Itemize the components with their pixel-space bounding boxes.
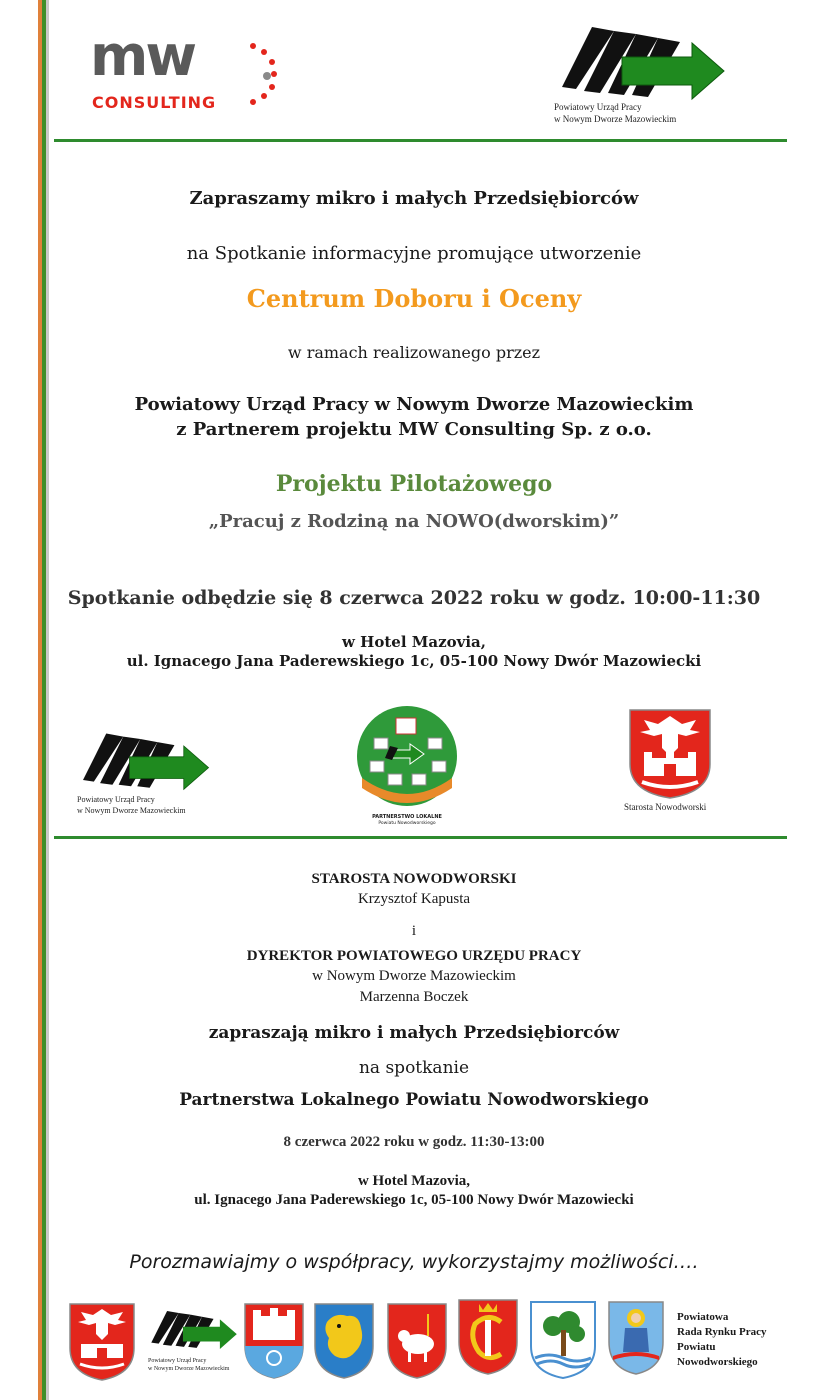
pup-logo-line2: w Nowym Dworze Mazowieckim <box>148 1366 230 1372</box>
address-2: ul. Ignacego Jana Paderewskiego 1c, 05-100 Nowy Dwór Mazowiecki <box>194 1192 634 1208</box>
lion-crest-icon <box>313 1302 375 1380</box>
pup-logo-top <box>552 25 752 135</box>
rada-line2: Rada Rynku Pracy <box>677 1326 767 1338</box>
top-divider <box>54 139 787 142</box>
pup-arrow-icon <box>552 25 732 105</box>
mw-logo-mark: mw <box>90 24 195 89</box>
address-1: ul. Ignacego Jana Paderewskiego 1c, 05-100 Nowy Dwór Mazowiecki <box>126 652 702 670</box>
project-title: Projektu Pilotażowego <box>275 471 553 497</box>
crown-column-crest-icon <box>457 1298 519 1376</box>
rada-line3: Powiatu <box>677 1341 716 1353</box>
headline: Zapraszamy mikro i małych Przedsiębiorców <box>189 188 639 209</box>
partnerstwo-line2: Powiatu Nowodworskiego <box>378 821 436 826</box>
intro-text: na Spotkanie informacyjne promujące utworzenie <box>186 243 642 264</box>
rada-rynku-pracy-label <box>677 1310 766 1370</box>
center-name: Centrum Doboru i Oceny <box>246 284 582 313</box>
pup-logo-line1: Powiatowy Urząd Pracy <box>148 1358 207 1364</box>
pup-logo-line2: w Nowym Dworze Mazowieckim <box>77 806 186 815</box>
director-place: w Nowym Dworze Mazowieckim <box>312 968 516 984</box>
meeting-date-1: Spotkanie odbędzie się 8 czerwca 2022 roku w godz. 10:00-11:30 <box>67 587 761 609</box>
starosta-crest-logo <box>624 706 734 816</box>
pup-logo-middle <box>75 732 225 822</box>
director-title: DYREKTOR POWIATOWEGO URZĘDU PRACY <box>246 948 582 964</box>
lamb-crest-icon <box>386 1302 448 1380</box>
org-line-2: z Partnerem projektu MW Consulting Sp. z o.o. <box>176 419 652 440</box>
partnership-name: Partnerstwa Lokalnego Powiatu Nowodworskiego <box>179 1090 649 1110</box>
partnerstwo-emblem-icon <box>352 706 462 812</box>
tree-crest-icon <box>529 1300 597 1380</box>
starosta-name: Krzysztof Kapusta <box>357 891 471 907</box>
on-meeting-text: na spotkanie <box>358 1058 470 1078</box>
starosta-title: STAROSTA NOWODWORSKI <box>311 871 517 887</box>
starosta-caption: Starosta Nowodworski <box>624 802 707 812</box>
middle-divider <box>54 836 787 839</box>
saint-crest-icon <box>607 1300 665 1376</box>
org-line-1: Powiatowy Urząd Pracy w Nowym Dworze Mazowieckim <box>134 394 694 415</box>
rada-line1: Powiatowa <box>677 1311 729 1323</box>
pup-logo-bottom <box>146 1308 241 1378</box>
venue-2: w Hotel Mazovia, <box>357 1173 471 1189</box>
partnerstwo-line1: PARTNERSTWO LOKALNE <box>372 814 442 820</box>
rada-line4: Nowodworskiego <box>677 1356 758 1368</box>
pup-arrow-icon <box>146 1308 241 1354</box>
director-name: Marzenna Boczek <box>359 989 469 1005</box>
mw-consulting-logo <box>90 24 295 118</box>
nowy-dwor-crest-icon <box>68 1302 136 1382</box>
pup-logo-line1: Powiatowy Urząd Pracy <box>77 795 155 804</box>
mw-logo-consulting: CONSULTING <box>92 93 217 112</box>
nowy-dwor-crest-icon <box>628 708 712 800</box>
venue-1: w Hotel Mazovia, <box>342 633 486 651</box>
conjunction: i <box>411 923 417 939</box>
gray-stripe <box>46 0 49 1400</box>
partnerstwo-lokalne-logo <box>352 706 462 832</box>
project-name: „Pracuj z Rodziną na NOWO(dworskim)” <box>208 511 620 532</box>
invite-text: zapraszają mikro i małych Przedsiębiorców <box>208 1023 620 1043</box>
meeting-date-2: 8 czerwca 2022 roku w godz. 11:30-13:00 <box>283 1134 545 1150</box>
pup-arrow-icon <box>75 732 215 794</box>
pup-logo-line1: Powiatowy Urząd Pracy <box>554 102 642 112</box>
within-text: w ramach realizowanego przez <box>287 343 541 362</box>
mw-dots-icon <box>245 38 290 108</box>
castle-crest-icon <box>243 1302 305 1380</box>
pup-logo-line2: w Nowym Dworze Mazowieckim <box>554 114 677 124</box>
closing-text: Porozmawiajmy o współpracy, wykorzystajmy możliwości…. <box>129 1251 699 1273</box>
